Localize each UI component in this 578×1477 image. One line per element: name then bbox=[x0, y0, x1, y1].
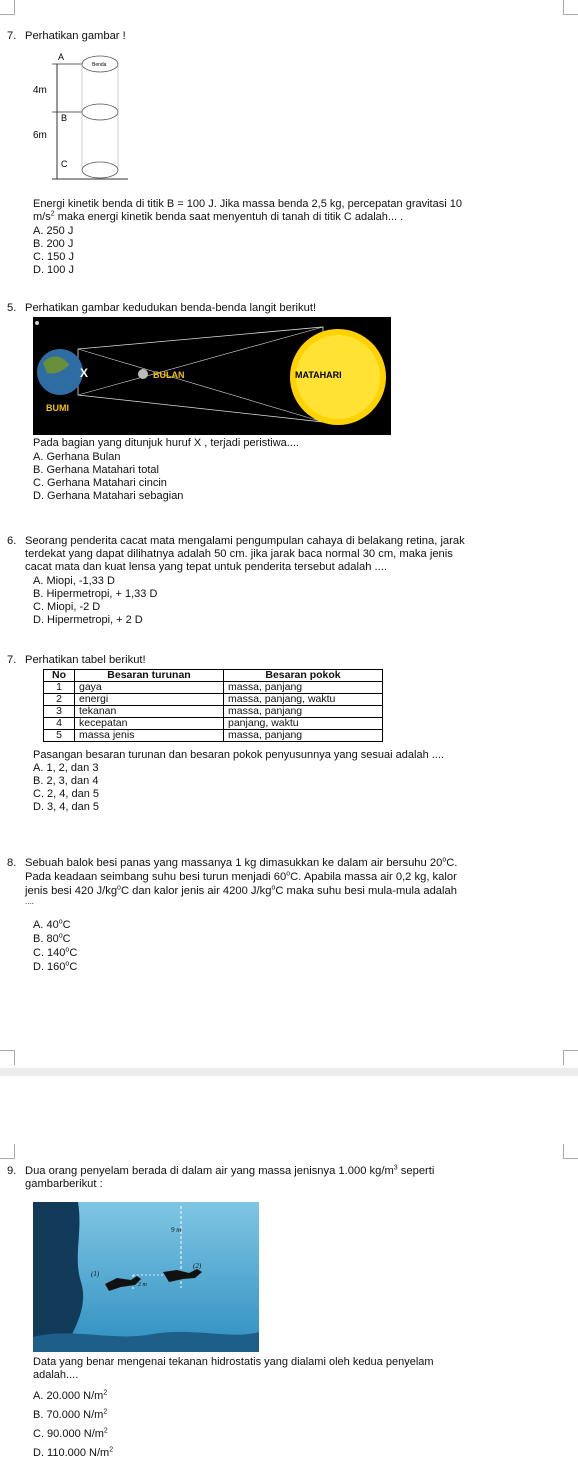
option-c[interactable]: C. Miopi, -2 D bbox=[33, 601, 101, 613]
eclipse-figure bbox=[33, 317, 391, 435]
option-c[interactable]: C. 2, 4, dan 5 bbox=[33, 788, 100, 800]
height-4m-label: 4m bbox=[33, 85, 47, 96]
diver-1-label: (1) bbox=[91, 1270, 100, 1278]
x-marker-label: X bbox=[80, 366, 89, 380]
question-6-options bbox=[33, 575, 157, 627]
sun-label: MATAHARI bbox=[295, 370, 342, 380]
table-cell: massa, panjang, waktu bbox=[224, 694, 383, 706]
option-d[interactable]: D. 3, 4, dan 5 bbox=[33, 801, 100, 813]
quantities-table bbox=[43, 669, 383, 742]
option-a[interactable]: A. 1, 2, dan 3 bbox=[33, 762, 99, 774]
table-row bbox=[44, 682, 383, 694]
question-8-text: 8. Sebuah balok besi panas yang massanya 1 kg dimasukkan ke dalam air bersuhu 20$^o$C. Pada keadaan seimbang suhu besi turun menjadi 60$^o$C. Apabila massa air 0,2 kg, kalor jenis besi 420 $J/kg^oC$ dan kalor jenis air 4200 $J/kg^oC$ maka suhu besi mula-mula adalah .... bbox=[7, 856, 458, 906]
table-cell: massa, panjang bbox=[224, 682, 383, 694]
table-cell: 5 bbox=[44, 730, 75, 742]
table-cell: kecepatan bbox=[75, 718, 224, 730]
diver-2-label: (2) bbox=[193, 1262, 202, 1270]
option-b[interactable]: B. 200 J bbox=[33, 238, 74, 250]
crop-mark bbox=[563, 1050, 578, 1065]
option-c[interactable]: C. 140$^o$C bbox=[33, 946, 78, 959]
point-c-label: C bbox=[61, 159, 68, 169]
table-cell: gaya bbox=[75, 682, 224, 694]
point-a-label: A bbox=[58, 52, 65, 62]
table-cell: massa, panjang bbox=[224, 730, 383, 742]
page-2 bbox=[0, 1076, 578, 1477]
question-7a-text: Energi kinetik benda di titik B = 100 J. Jika massa benda 2,5 kg, percepatan gravitasi 10 $m/s^2$ maka energi kinetik benda saat menyentuh di tanah di titik C adalah... . bbox=[33, 198, 462, 223]
table-cell: 1 bbox=[44, 682, 75, 694]
table-header: Besaran turunan bbox=[75, 670, 224, 682]
table-cell: tekanan bbox=[75, 706, 224, 718]
option-a[interactable]: A. 40$^o$C bbox=[33, 918, 71, 931]
table-cell: 4 bbox=[44, 718, 75, 730]
table-header: No bbox=[44, 670, 75, 682]
option-a[interactable]: A. Gerhana Bulan bbox=[33, 451, 121, 463]
table-cell: energi bbox=[75, 694, 224, 706]
option-c[interactable]: C. 150 J bbox=[33, 251, 74, 263]
table-cell: panjang, waktu bbox=[224, 718, 383, 730]
question-7b-options bbox=[33, 762, 99, 814]
option-a[interactable]: A. 20.000 $N/m^2$ bbox=[33, 1389, 108, 1402]
question-7a-options bbox=[33, 225, 74, 277]
question-7a-heading: 7. Perhatikan gambar ! bbox=[7, 30, 126, 42]
crop-mark bbox=[563, 0, 578, 15]
divers-figure bbox=[33, 1202, 259, 1352]
crop-mark bbox=[0, 1050, 15, 1065]
table-row bbox=[44, 706, 383, 718]
point-b-label: B bbox=[61, 113, 68, 123]
option-a[interactable]: A. Miopi, -1,33 D bbox=[33, 575, 115, 587]
option-c[interactable]: C. Gerhana Matahari cincin bbox=[33, 477, 167, 489]
depth-2m-label: 2 m bbox=[138, 1282, 147, 1288]
earth-label: BUMI bbox=[46, 403, 69, 413]
question-9-options bbox=[33, 1387, 113, 1463]
crop-mark bbox=[0, 1144, 15, 1159]
table-row bbox=[44, 718, 383, 730]
question-5-options bbox=[33, 451, 183, 503]
height-6m-label: 6m bbox=[33, 130, 47, 141]
object-label: Benda bbox=[92, 62, 107, 68]
option-d[interactable]: D. Gerhana Matahari sebagian bbox=[33, 490, 184, 502]
option-a[interactable]: A. 250 J bbox=[33, 225, 74, 237]
option-c[interactable]: C. 90.000 $N/m^2$ bbox=[33, 1427, 108, 1440]
depth-9m-label: 9 m bbox=[171, 1226, 182, 1234]
option-b[interactable]: B. 70.000 $N/m^2$ bbox=[33, 1408, 108, 1421]
crop-mark bbox=[563, 1144, 578, 1159]
table-header-row bbox=[44, 670, 383, 682]
question-5-heading: 5. Perhatikan gambar kedudukan benda-benda langit berikut! bbox=[7, 302, 317, 314]
table-cell: 2 bbox=[44, 694, 75, 706]
question-5-text: Pada bagian yang ditunjuk huruf X , terjadi peristiwa.... bbox=[33, 437, 299, 449]
moon-label: BULAN bbox=[153, 370, 185, 380]
table-cell: 3 bbox=[44, 706, 75, 718]
option-b[interactable]: B. Gerhana Matahari total bbox=[33, 464, 159, 476]
option-d[interactable]: D. 110.000 $N/m^2$ bbox=[33, 1446, 114, 1459]
question-7b-heading: 7. Perhatikan tabel berikut! bbox=[7, 654, 146, 666]
table-row bbox=[44, 730, 383, 742]
option-d[interactable]: D. 160$^o$C bbox=[33, 960, 78, 973]
question-9-prompt: Data yang benar mengenai tekanan hidrostatis yang dialami oleh kedua penyelam adalah.... bbox=[33, 1356, 434, 1381]
question-8-options bbox=[33, 918, 77, 974]
question-9-text: 9. Dua orang penyelam berada di dalam air yang massa jenisnya 1.000 $kg/m^3$ seperti gambarberikut : bbox=[7, 1164, 435, 1190]
option-b[interactable]: B. 2, 3, dan 4 bbox=[33, 775, 99, 787]
question-6-text: 6. Seorang penderita cacat mata mengalami pengumpulan cahaya di belakang retina, jarak terdekat yang dapat dilihatnya adalah 50 cm. jika jarak baca normal 30 cm, maka jenis cacat mata dan kuat lensa yang tepat untuk penderita tersebut adalah .... bbox=[7, 535, 465, 573]
table-header: Besaran pokok bbox=[224, 670, 383, 682]
option-b[interactable]: B. 80$^o$C bbox=[33, 932, 71, 945]
question-7b-text: Pasangan besaran turunan dan besaran pokok penyusunnya yang sesuai adalah .... bbox=[33, 749, 444, 761]
option-d[interactable]: D. 100 J bbox=[33, 264, 74, 276]
option-d[interactable]: D. Hipermetropi, + 2 D bbox=[33, 614, 143, 626]
crop-mark bbox=[0, 0, 15, 15]
table-cell: massa, panjang bbox=[224, 706, 383, 718]
page-separator bbox=[0, 1068, 578, 1076]
option-b[interactable]: B. Hipermetropi, + 1,33 D bbox=[33, 588, 158, 600]
table-cell: massa jenis bbox=[75, 730, 224, 742]
table-row bbox=[44, 694, 383, 706]
falling-object-figure bbox=[30, 48, 130, 188]
